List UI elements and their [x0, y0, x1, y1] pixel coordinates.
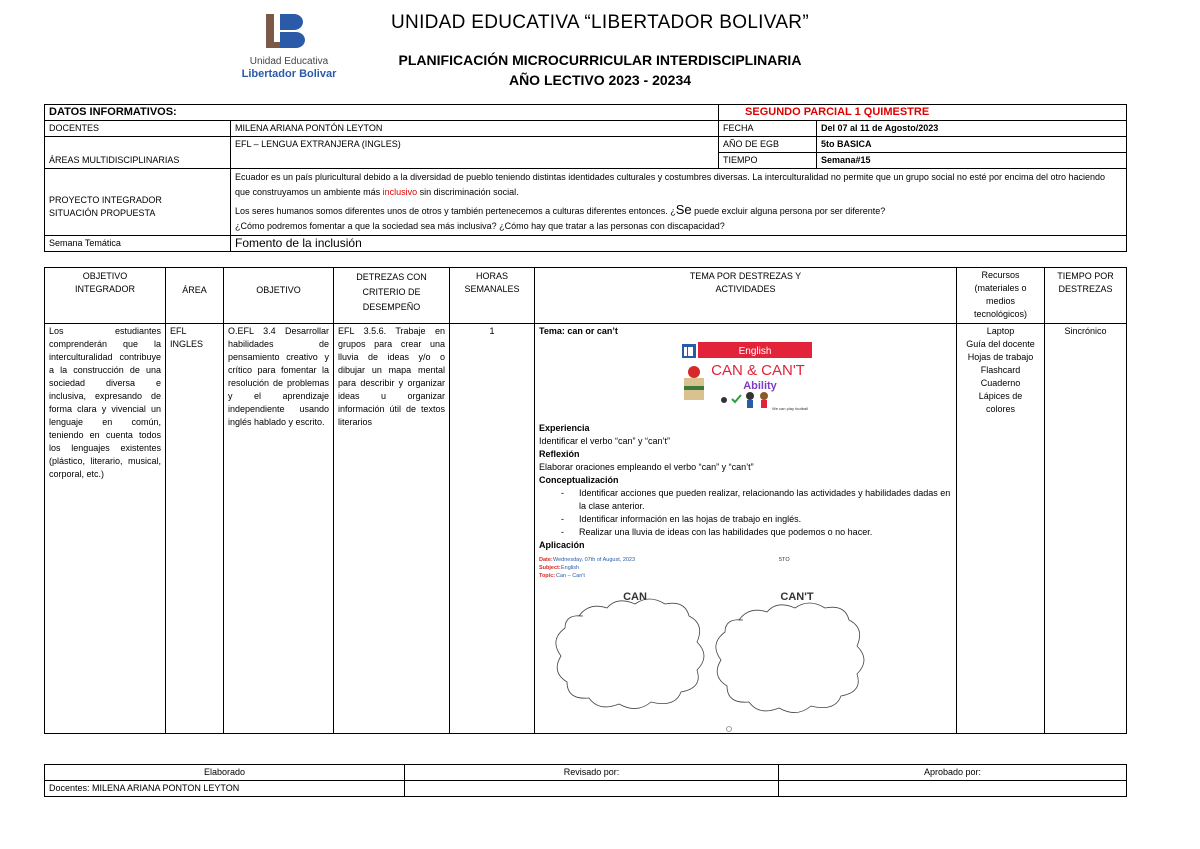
tiempo-cell: Sincrónico [1045, 324, 1127, 734]
logo-line-1: Unidad Educativa [249, 56, 329, 67]
cloud-can-icon [556, 599, 704, 709]
docentes-signature: Docentes: MILENA ARIANA PONTON LEYTON [45, 781, 405, 797]
recursos-cell [957, 324, 1045, 734]
col-destrezas: DETREZAS CON CRITERIO DE DESEMPEÑO [334, 268, 450, 324]
docentes-label: DOCENTES [45, 121, 231, 137]
objetivo-integrador-cell: Los estudiantes comprenderán que la interculturalidad contribuye a la construcción de una sociedad diversa e inclusiva, expresando de forma clara y vivencial un lenguaje en común, teniendo en cuenta todos los lenguajes existentes (plástico, literario, musical, corporal, etc.) [45, 324, 166, 734]
col-tiempo: TIEMPO POR DESTREZAS [1045, 268, 1127, 324]
proyecto-paragraph-3: ¿Cómo podremos fomentar a que la sociedad sea más inclusiva? ¿Cómo hay que tratar a las personas con discapacidad? [235, 221, 725, 231]
worksheet-svg [539, 554, 949, 734]
anio-label: AÑO DE EGB [719, 137, 817, 153]
docentes-row [45, 121, 1127, 137]
recurso-item: Hojas de trabajo [967, 352, 1034, 362]
anio-value: 5to BASICA [817, 137, 1127, 153]
kid-head-2-icon [760, 392, 768, 400]
proyecto-label [45, 169, 231, 236]
document-subtitle: PLANIFICACIÓN MICROCURRICULAR INTERDISCIPLINARIA [398, 52, 802, 68]
fecha-value: Del 07 al 11 de Agosto/2023 [817, 121, 1127, 137]
worksheet-image [539, 554, 952, 724]
area-cell: EFL INGLES [166, 324, 224, 734]
revisado-label: Revisado por: [405, 765, 779, 781]
experiencia-label: Experiencia [539, 423, 590, 433]
signature-body-row [45, 781, 1127, 797]
proyecto-row [45, 169, 1127, 236]
recurso-item: Flashcard [980, 365, 1021, 375]
ws-topic-value: Can – Can't [556, 573, 585, 579]
proyecto-label-1: PROYECTO INTEGRADOR [49, 194, 162, 205]
col-recursos: Recursos (materiales o medios tecnológicos) [957, 268, 1045, 324]
ws-subject-value: English [561, 565, 580, 571]
proyecto-text-2a: Los seres humanos somos diferentes unos de otros y también pertenecemos a culturas diferentes entonces. ¿ [235, 206, 676, 216]
kid-body-icon [747, 400, 753, 408]
recurso-item: Cuaderno [980, 378, 1021, 388]
books-stripe-icon [684, 386, 704, 390]
kid-body-2-icon [761, 400, 767, 408]
illustration-badge: English [738, 346, 771, 357]
signature-table [44, 764, 1127, 797]
reflexion-text: Elaborar oraciones empleando el verbo “can” y “can’t” [539, 462, 754, 472]
tiempo-label: TIEMPO [719, 153, 817, 169]
fecha-label: FECHA [719, 121, 817, 137]
illustration-subtitle: Ability [742, 380, 777, 392]
tiempo-value: Semana#15 [817, 153, 1127, 169]
info-header-row [45, 105, 1127, 121]
list-item: - Realizar una lluvia de ideas con las habilidades que podemos o no hacer. [561, 526, 952, 539]
ws-can-label: CAN [623, 591, 647, 603]
elaborado-label: Elaborado [45, 765, 405, 781]
school-year: AÑO LECTIVO 2023 - 20234 [508, 72, 692, 88]
illustration-logo-b-icon [688, 347, 693, 356]
proyecto-text [231, 169, 1127, 236]
ws-grade: 5TO [779, 557, 790, 563]
ws-date-value: Wednesday, 07th of August, 2023 [553, 557, 636, 563]
illustration-caption: We can play football [771, 406, 808, 411]
info-table [44, 104, 1127, 252]
plan-table [44, 267, 1127, 734]
areas-row [45, 137, 1127, 153]
period-label: SEGUNDO PARCIAL 1 QUIMESTRE [719, 105, 1127, 121]
col-objetivo: OBJETIVO [224, 268, 334, 324]
ws-date-label: Date: [539, 557, 553, 563]
illustration-title: CAN & CAN'T [710, 362, 805, 379]
conceptualizacion-label: Conceptualización [539, 475, 619, 485]
areas-value: EFL – LENGUA EXTRANJERA (INGLES) [231, 137, 719, 169]
reflexion-label: Reflexión [539, 449, 580, 459]
ws-subject-label: Subject: [539, 565, 561, 571]
signature-header-row [45, 765, 1127, 781]
proyecto-text-1a: Ecuador es un país pluricultural debido a la diversidad de pueblo teniendo distintas identidades culturales y costumbres diversas. La interculturalidad no permite que un grupo social no esté por encima del otro haciendo que construyamos un ambiente más [235, 172, 1106, 197]
lb-logo-icon [264, 12, 312, 52]
recurso-item: Laptop [986, 326, 1015, 336]
proyecto-paragraph-2 [235, 202, 1122, 219]
handle-icon [727, 727, 732, 732]
recurso-item: Guía del docente [966, 339, 1035, 349]
semana-value: Fomento de la inclusión [231, 236, 1127, 252]
aplicacion-label: Aplicación [539, 540, 585, 550]
semana-label: Semana Temática [45, 236, 231, 252]
proyecto-paragraph-1 [235, 170, 1122, 200]
plan-body-row [45, 324, 1127, 734]
list-item: - Identificar información en las hojas de trabajo en inglés. [561, 513, 952, 526]
col-objetivo-integrador: OBJETIVO INTEGRADOR [45, 268, 166, 324]
recurso-item: Lápices de colores [978, 391, 1023, 414]
ws-cant-label: CAN'T [780, 591, 814, 603]
docentes-value: MILENA ARIANA PONTÓN LEYTON [231, 121, 719, 137]
apple-icon [688, 366, 700, 378]
col-horas: HORAS SEMANALES [450, 268, 535, 324]
plan-header-row [45, 268, 1127, 324]
tema-cell [535, 324, 957, 734]
destrezas-cell: EFL 3.5.6. Trabaje en grupos para crear una lluvia de ideas y/o o dibujar un mapa mental para describir y organizar ideas u organizar información útil de textos literarios [334, 324, 450, 734]
revisado-signature [405, 781, 779, 797]
kid-head-icon [746, 392, 754, 400]
col-area: ÁREA [166, 268, 224, 324]
aprobado-label: Aprobado por: [779, 765, 1127, 781]
ball-icon [721, 397, 727, 403]
proyecto-text-1b: sin discriminación social. [419, 187, 519, 197]
horas-cell: 1 [450, 324, 535, 734]
logo-line-2: Libertador Bolivar [241, 68, 337, 80]
conceptualizacion-list [539, 487, 952, 539]
proyecto-text-2-big: Se [675, 202, 692, 217]
aprobado-signature [779, 781, 1127, 797]
proyecto-text-1-red: inclusivo [382, 187, 418, 197]
list-item: - Identificar acciones que pueden realizar, relacionando las actividades y habilidades dadas en la clase anterior. [561, 487, 952, 513]
ws-topic-label: Topic: [539, 573, 556, 579]
tema-title: Tema: can or can’t [539, 326, 618, 336]
section-label: DATOS INFORMATIVOS: [45, 105, 719, 121]
school-logo [236, 12, 342, 82]
school-title: UNIDAD EDUCATIVA “LIBERTADOR BOLIVAR” [391, 12, 809, 33]
experiencia-text: Identificar el verbo “can” y “can’t” [539, 436, 671, 446]
objetivo-cell: O.EFL 3.4 Desarrollar habilidades de pensamiento creativo y crítico para fomentar la resolución de problemas y el aprendizaje independiente usando inglés hablado y escrito. [224, 324, 334, 734]
proyecto-text-2b: puede excluir alguna persona por ser diferente? [691, 206, 886, 216]
cloud-cant-icon [716, 603, 864, 713]
areas-label: ÁREAS MULTIDISCIPLINARIAS [45, 137, 231, 169]
illustration-logo-l-icon [684, 347, 687, 356]
col-tema: TEMA POR DESTREZAS Y ACTIVIDADES [535, 268, 957, 324]
semana-row [45, 236, 1127, 252]
can-cant-illustration [680, 342, 812, 416]
proyecto-label-2: SITUACIÓN PROPUESTA [49, 207, 156, 218]
